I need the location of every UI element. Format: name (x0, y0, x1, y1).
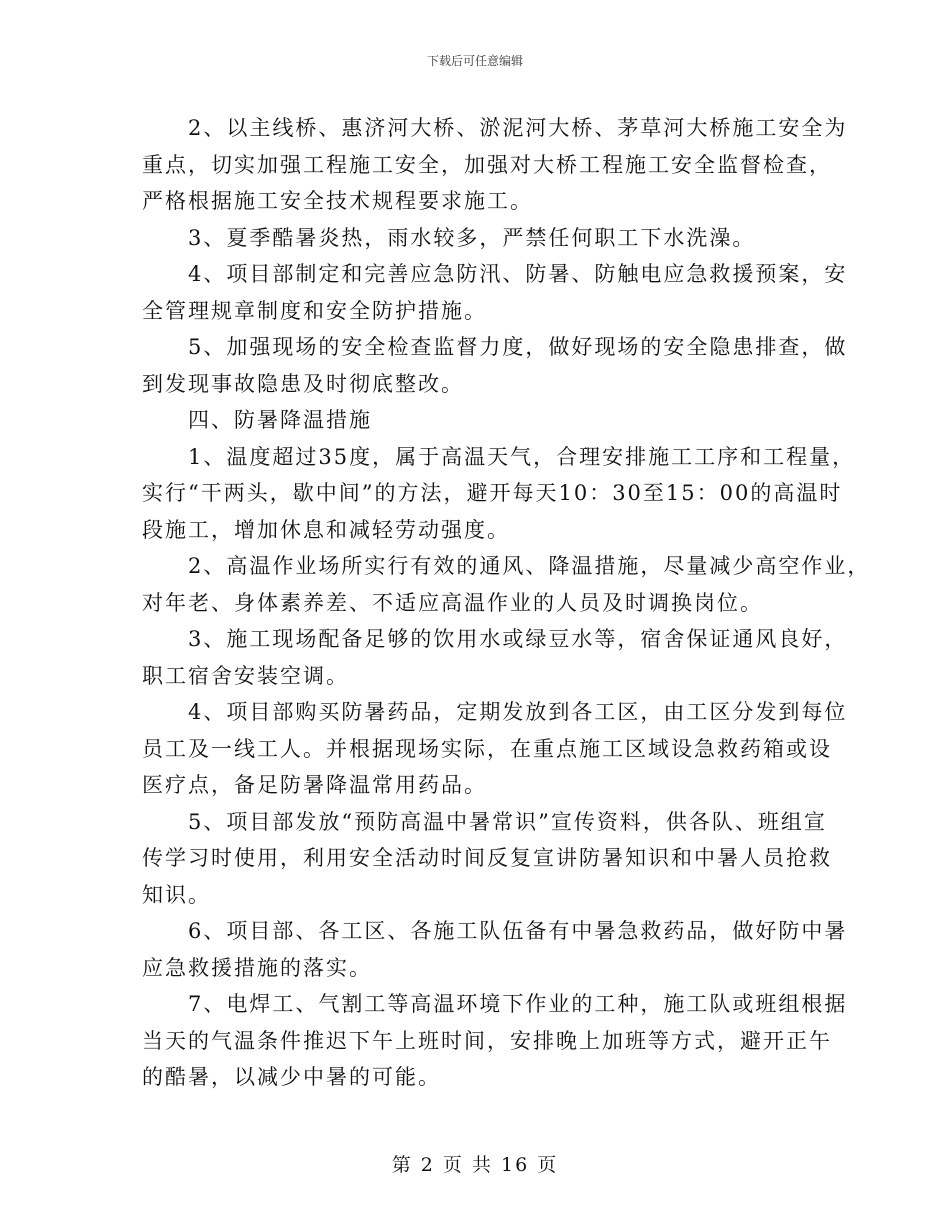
text-line: 1、温度超过35度，属于高温天气，合理安排施工工序和工程量， (188, 444, 856, 469)
paragraph-high-temperature-schedule (142, 439, 856, 549)
text-line: 5、项目部发放“预防高温中暑常识”宣传资料，供各队、班组宣 (188, 809, 827, 834)
paragraph-drinking-water (142, 621, 848, 694)
document-body (142, 110, 871, 1096)
text-line: 严格根据施工安全技术规程要求施工。 (142, 189, 533, 213)
text-line: 6、项目部、各工区、各施工队伍备有中暑急救药品，做好防中暑 (188, 919, 848, 943)
text-line: 3、施工现场配备足够的饮用水或绿豆水等，宿舍保证通风良好， (188, 627, 848, 651)
paragraph-publicity-materials (142, 804, 832, 914)
text-line: 医疗点，备足防暑降温常用药品。 (142, 773, 487, 797)
section-heading: 四、防暑降温措施 (188, 408, 372, 432)
paragraph-first-aid-supplies (142, 913, 848, 986)
text-line: 2、高温作业场所实行有效的通风、降温措施，尽量减少高空作业， (188, 554, 871, 578)
text-line: 3、夏季酷暑炎热，雨水较多，严禁任何职工下水洗澡。 (188, 225, 756, 250)
text-line: 应急救援措施的落实。 (142, 955, 372, 980)
text-line: 的酷暑，以减少中暑的可能。 (142, 1065, 441, 1089)
text-line: 全管理规章制度和安全防护措施。 (142, 298, 487, 323)
text-line: 5、加强现场的安全检查监督力度，做好现场的安全隐患排查，做 (188, 335, 848, 359)
text-line: 员工及一线工人。并根据现场实际，在重点施工区域设急救药箱或设 (142, 736, 832, 761)
paragraph-welders-schedule (142, 986, 848, 1096)
text-line: 重点，切实加强工程施工安全，加强对大桥工程施工安全监督检查， (142, 152, 832, 177)
section-heading-heat-measures (142, 402, 818, 439)
paragraph-medicine-distribution (142, 694, 848, 804)
text-line: 当天的气温条件推迟下午上班时间，安排晚上加班等方式，避开正午 (142, 1028, 832, 1053)
paragraph-bridge-safety (142, 110, 848, 220)
text-line: 到发现事故隐患及时彻底整改。 (142, 371, 464, 396)
page-number: 第 2 页 共 16 页 (391, 1154, 559, 1176)
text-line: 7、电焊工、气割工等高温环境下作业的工种，施工队或班组根据 (188, 992, 848, 1016)
text-line: 对年老、身体素养差、不适应高温作业的人员及时调换岗位。 (142, 590, 763, 615)
text-line: 职工宿舍安装空调。 (142, 663, 349, 688)
text-line: 4、项目部制定和完善应急防汛、防暑、防触电应急救援预案，安 (188, 262, 848, 286)
paragraph-emergency-plans (142, 256, 848, 329)
text-line: 实行“干两头，歇中间”的方法，避开每天10：30至15：00的高温时 (142, 481, 843, 505)
text-line: 段施工，增加休息和减轻劳动强度。 (142, 517, 510, 542)
paragraph-site-inspection (142, 329, 848, 402)
paragraph-no-swimming (142, 220, 818, 257)
paragraph-ventilation (142, 548, 871, 621)
text-line: 传学习时使用，利用安全活动时间反复宣讲防暑知识和中暑人员抢救 (142, 846, 832, 870)
text-line: 2、以主线桥、惠济河大桥、淤泥河大桥、茅草河大桥施工安全为 (188, 116, 848, 140)
text-line: 4、项目部购买防暑药品，定期发放到各工区，由工区分发到每位 (188, 700, 848, 724)
page-header: 下载后可任意编辑 (426, 54, 523, 68)
text-line: 知识。 (142, 882, 211, 907)
